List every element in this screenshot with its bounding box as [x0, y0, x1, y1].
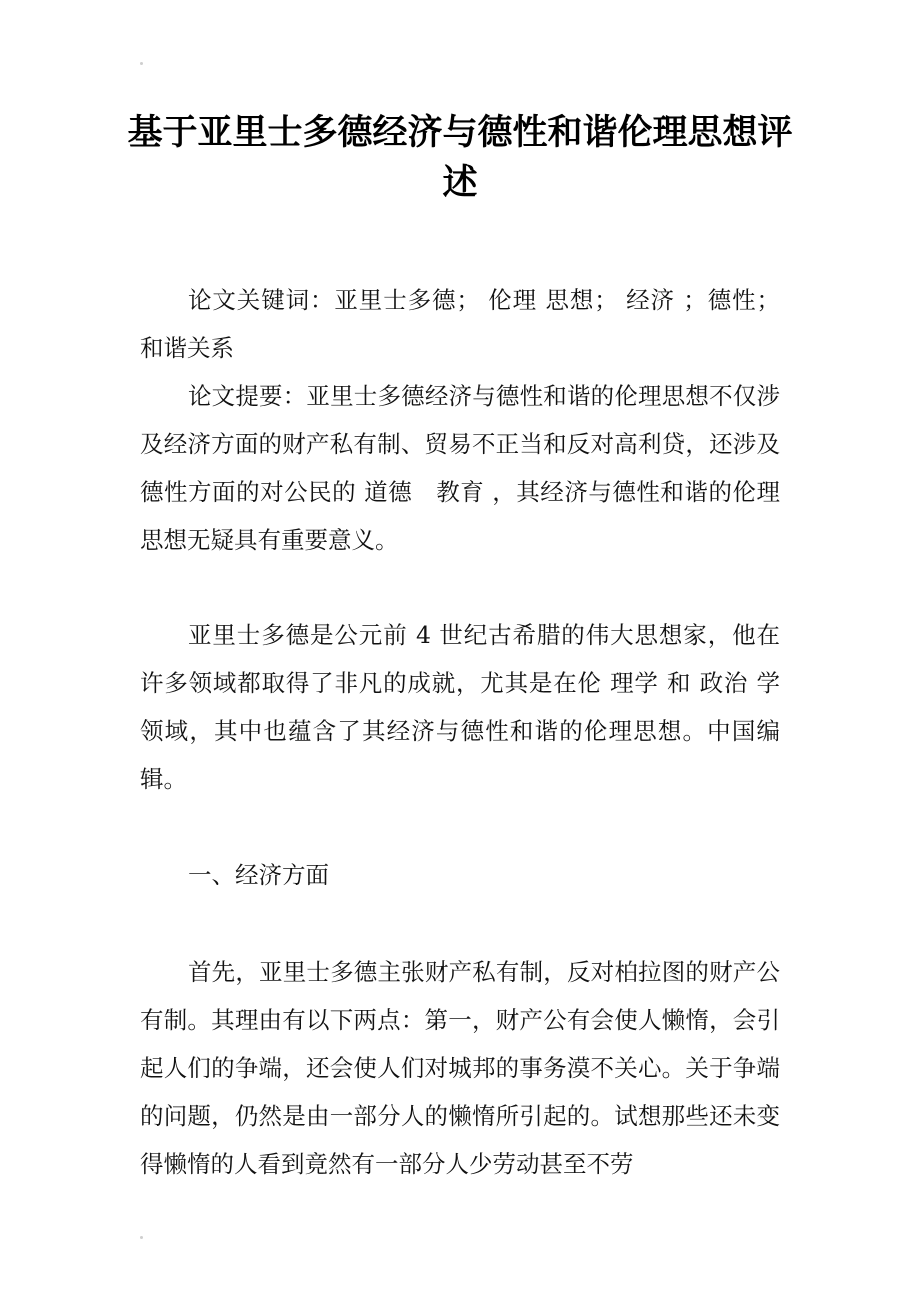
corner-mark: [140, 62, 143, 65]
corner-mark: [140, 1236, 143, 1239]
document-title: 基于亚里士多德经济与德性和谐伦理思想评述: [127, 112, 793, 203]
section-heading: 一、经济方面: [188, 861, 329, 889]
intro-paragraph: 亚里士多德是公元前 4 世纪古希腊的伟大思想家，他在许多领域都取得了非凡的成就，尤其是在伦 理学 和 政治 学 领域，其中也蕴含了其经济与德性和谐的伦理思想。中国编辑。: [140, 621, 780, 793]
keywords-paragraph: 论文关键词：亚里士多德； 伦理 思想； 经济 ；德性；和谐关系: [140, 286, 780, 362]
section-body-paragraph: 首先，亚里士多德主张财产私有制，反对柏拉图的财产公有制。其理由有以下两点：第一，财产公有会使人懒惰，会引起人们的争端，还会使人们对城邦的事务漠不关心。关于争端的问题，仍然是由一部分人的懒惰所引起的。试想那些还未变得懒惰的人看到竟然有一部分人少劳动甚至不劳: [140, 958, 780, 1178]
abstract-paragraph: 论文提要：亚里士多德经济与德性和谐的伦理思想不仅涉及经济方面的财产私有制、贸易不正当和反对高利贷，还涉及德性方面的对公民的 道德 教育 ，其经济与德性和谐的伦理思想无疑具有重要意义。: [140, 382, 780, 554]
